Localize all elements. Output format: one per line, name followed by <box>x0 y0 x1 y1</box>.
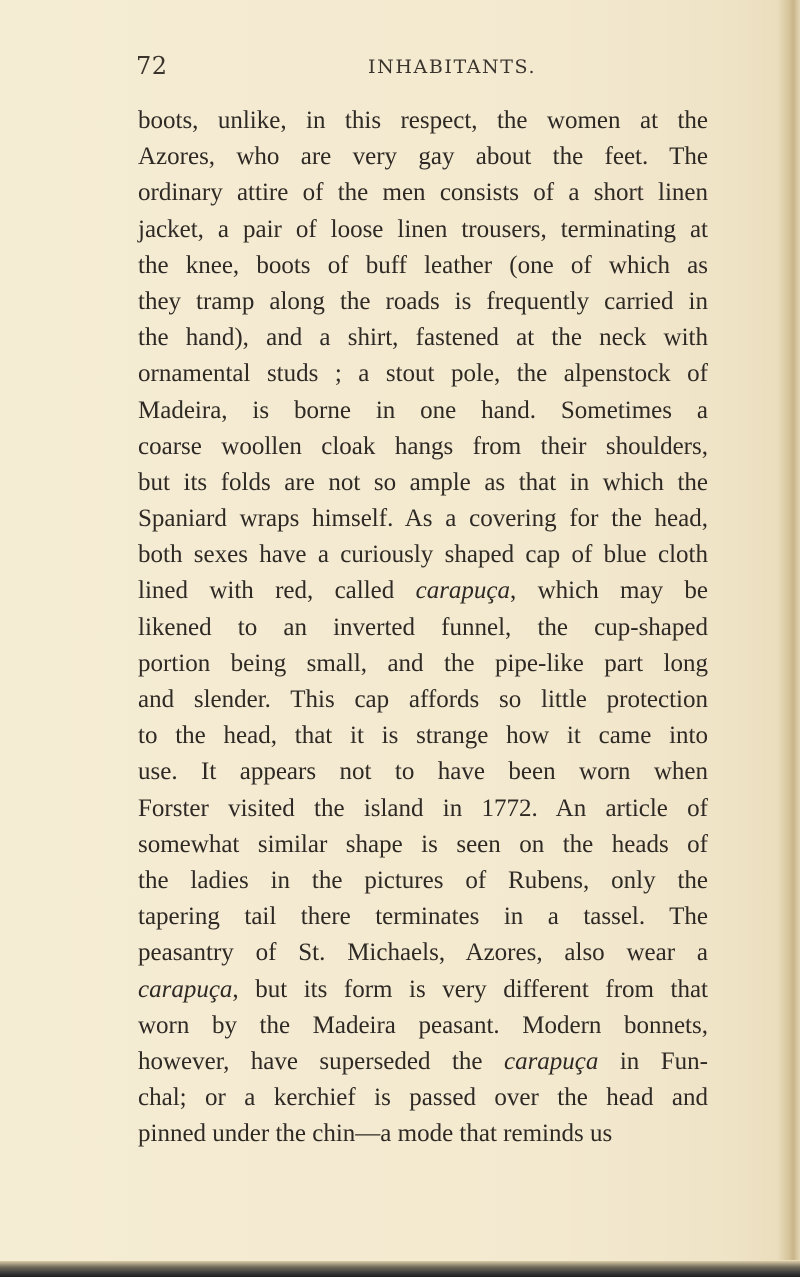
text-line <box>138 212 708 248</box>
text-segment: tapering tail there terminates in a tassel. The <box>138 903 708 931</box>
text-line <box>138 972 708 1008</box>
italic-term: carapuça <box>503 1047 599 1075</box>
text-segment: worn by the Madeira peasant. Modern bonnets, <box>138 1011 708 1039</box>
text-line <box>138 646 708 682</box>
text-line <box>138 356 708 392</box>
running-head: INHABITANTS. <box>368 56 537 78</box>
text-segment: the ladies in the pictures of Rubens, only the <box>138 866 708 894</box>
text-segment: and slender. This cap affords so little protection <box>138 686 708 713</box>
text-line <box>138 284 708 320</box>
text-segment: portion being small, and the pipe-like part long <box>138 649 708 677</box>
text-line <box>138 863 708 899</box>
page-bottom-shadow <box>0 1261 800 1277</box>
text-line <box>138 827 708 863</box>
page-number: 72 <box>136 52 168 80</box>
text-segment: Madeira, is borne in one hand. Sometimes a <box>138 396 708 424</box>
text-line <box>138 899 708 935</box>
text-line <box>138 103 708 139</box>
text-segment: use. It appears not to have been worn when <box>138 758 708 786</box>
text-segment: ordinary attire of the men consists of a short linen <box>138 179 708 207</box>
text-line <box>138 1008 708 1044</box>
text-line <box>138 537 708 573</box>
text-segment: likened to an inverted funnel, the cup-shaped <box>138 613 708 641</box>
text-line <box>138 429 708 465</box>
page-edge-shadow <box>778 0 800 1260</box>
page-header <box>0 52 800 86</box>
text-line <box>138 175 708 211</box>
text-segment: , but its form is very different from that <box>232 975 708 1003</box>
italic-term: carapuça <box>415 577 511 605</box>
text-line <box>138 754 708 790</box>
text-segment: pinned under the chin—a mode that reminds us <box>138 1120 613 1148</box>
text-line <box>138 393 708 429</box>
text-line <box>138 1080 708 1116</box>
text-segment: the hand), and a shirt, fastened at the neck with <box>138 324 708 352</box>
text-line <box>138 610 708 646</box>
text-segment: Azores, who are very gay about the feet. The <box>138 143 708 171</box>
text-line <box>138 718 708 754</box>
text-segment: coarse woollen cloak hangs from their shoulders, <box>138 432 708 460</box>
text-segment: to the head, that it is strange how it came into <box>138 722 708 750</box>
text-segment: Spaniard wraps himself. As a covering for the head, <box>138 505 708 533</box>
body-text <box>138 103 708 1152</box>
text-segment: they tramp along the roads is frequently carried in <box>138 287 708 315</box>
text-segment: peasantry of St. Michaels, Azores, also wear a <box>138 939 708 967</box>
text-line <box>138 465 708 501</box>
text-segment: somewhat similar shape is seen on the heads of <box>138 830 708 858</box>
text-segment: both sexes have a curiously shaped cap of blue cloth <box>138 541 708 569</box>
text-segment: chal; or a kerchief is passed over the head and <box>138 1084 708 1112</box>
text-line <box>138 1116 708 1152</box>
text-line <box>138 682 708 718</box>
text-segment: Forster visited the island in 1772. An article of <box>138 794 708 822</box>
text-line <box>138 501 708 537</box>
text-line <box>138 1044 708 1080</box>
text-line <box>138 935 708 971</box>
text-segment: , which may be <box>510 577 708 605</box>
italic-term: carapuça <box>138 975 233 1003</box>
text-line <box>138 139 708 175</box>
text-segment: the knee, boots of buff leather (one of which as <box>138 251 708 279</box>
text-segment: lined with red, called <box>138 577 416 605</box>
text-segment: jacket, a pair of loose linen trousers, terminating at <box>138 215 708 243</box>
text-line <box>138 248 708 284</box>
text-segment: however, have superseded the <box>138 1047 504 1075</box>
text-line <box>138 791 708 827</box>
text-segment: but its folds are not so ample as that in which the <box>138 468 708 496</box>
text-line <box>138 320 708 356</box>
text-line <box>138 573 708 609</box>
text-segment: boots, unlike, in this respect, the women at the <box>138 107 708 134</box>
text-segment: in Fun- <box>598 1047 708 1075</box>
text-segment: ornamental studs ; a stout pole, the alpenstock of <box>138 360 708 388</box>
